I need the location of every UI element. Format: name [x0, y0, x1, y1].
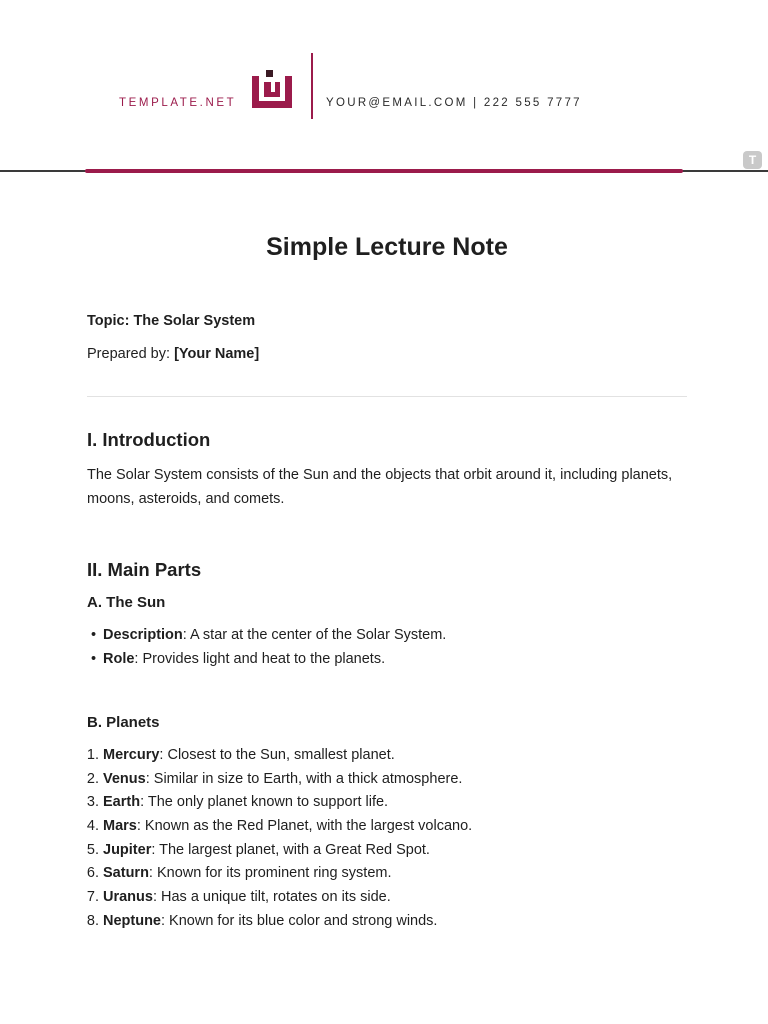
item-term: Description: [103, 627, 183, 643]
planets-heading: B. Planets: [87, 714, 160, 731]
item-text: : Closest to the Sun, smallest planet.: [159, 747, 395, 763]
prepared-by-line: [87, 346, 259, 362]
item-term: Mercury: [103, 747, 160, 763]
item-term: Role: [103, 651, 135, 667]
letterhead: [0, 0, 768, 175]
item-text: : Known as the Red Planet, with the largest volcano.: [136, 818, 473, 835]
item-term: Venus: [103, 770, 146, 787]
list-number: 8.: [86, 912, 99, 929]
item-text: : Known for its blue color and strong winds.: [161, 912, 438, 929]
list-item: [87, 886, 472, 910]
list-number: 3.: [86, 794, 99, 811]
list-number: 5.: [86, 841, 99, 858]
list-item: [87, 623, 446, 647]
item-term: Mars: [103, 818, 137, 835]
list-item: [87, 862, 472, 886]
brand-name: TEMPLATE.NET: [119, 97, 237, 109]
planets-list: [87, 744, 472, 934]
list-item: [87, 647, 446, 671]
template-net-logo-icon: [252, 70, 292, 108]
contact-info: YOUR@EMAIL.COM | 222 555 7777: [326, 97, 582, 109]
sun-heading: A. The Sun: [87, 594, 166, 611]
sun-list: [87, 623, 446, 671]
header-divider: [311, 53, 313, 119]
item-term: Neptune: [103, 912, 161, 929]
introduction-heading: I. Introduction: [87, 429, 211, 450]
item-text: : Similar in size to Earth, with a thick atmosphere.: [145, 770, 463, 787]
bullet-icon: •: [91, 651, 97, 667]
item-text: : The only planet known to support life.: [140, 794, 389, 811]
document-title: Simple Lecture Note: [266, 233, 508, 261]
list-number: 7.: [86, 889, 99, 906]
template-badge-icon[interactable]: T: [743, 151, 762, 169]
list-number: 2.: [86, 770, 99, 787]
list-item: [87, 768, 472, 792]
item-term: Earth: [103, 794, 141, 811]
introduction-text: The Solar System consists of the Sun and the objects that orbit around it, including planets, moons, asteroids, and comets.: [87, 467, 673, 507]
bullet-icon: •: [91, 627, 97, 643]
item-term: Jupiter: [103, 841, 152, 858]
prepared-by-label: Prepared by:: [87, 346, 171, 362]
topic-line: Topic: The Solar System: [87, 313, 256, 329]
header-rule-accent: [85, 169, 683, 173]
list-item: [87, 791, 472, 815]
list-number: 6.: [86, 865, 99, 882]
item-text: : A star at the center of the Solar System.: [182, 627, 447, 643]
list-item: [87, 910, 472, 934]
item-text: : Known for its prominent ring system.: [148, 865, 392, 882]
item-term: Saturn: [103, 865, 149, 882]
list-number: 1.: [86, 747, 99, 763]
item-term: Uranus: [103, 889, 153, 906]
section-divider: [87, 396, 687, 397]
item-text: : The largest planet, with a Great Red Spot.: [151, 841, 430, 858]
main-parts-heading: II. Main Parts: [87, 559, 202, 580]
list-item: [87, 815, 472, 839]
item-text: : Provides light and heat to the planets.: [134, 651, 386, 667]
list-number: 4.: [86, 818, 99, 835]
item-text: : Has a unique tilt, rotates on its side.: [152, 889, 391, 906]
list-item: [87, 839, 472, 863]
prepared-by-value: [Your Name]: [174, 346, 260, 362]
list-item: [87, 744, 472, 768]
